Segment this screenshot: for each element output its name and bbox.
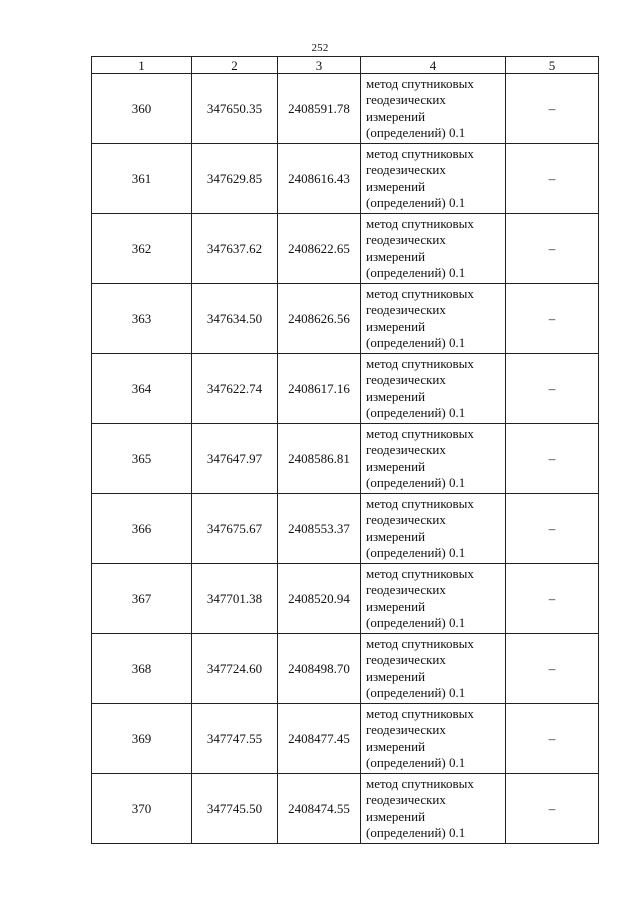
- method-line: измерений: [366, 248, 426, 264]
- table-header: [92, 57, 599, 74]
- method-line: метод спутниковых: [366, 145, 474, 161]
- method-cell: [361, 424, 506, 494]
- note-cell: –: [506, 634, 599, 704]
- method-line: (определений) 0.1: [366, 335, 466, 350]
- x-coordinate-cell: 347647.97: [192, 424, 278, 494]
- column-header-4: 4: [361, 57, 506, 74]
- method-line: измерений: [366, 178, 426, 194]
- note-cell: –: [506, 74, 599, 144]
- note-cell: –: [506, 284, 599, 354]
- method-line: метод спутниковых: [366, 635, 474, 651]
- method-line: измерений: [366, 598, 426, 614]
- method-line: геодезических: [366, 442, 446, 457]
- point-number-cell: 369: [92, 704, 192, 774]
- method-line: (определений) 0.1: [366, 685, 466, 700]
- coordinates-table: [91, 56, 599, 844]
- table-row: [92, 564, 599, 634]
- x-coordinate-cell: 347745.50: [192, 774, 278, 844]
- point-number-cell: 370: [92, 774, 192, 844]
- method-line: измерений: [366, 388, 426, 404]
- method-line: измерений: [366, 318, 426, 334]
- note-cell: –: [506, 144, 599, 214]
- column-header-2: 2: [192, 57, 278, 74]
- method-line: метод спутниковых: [366, 565, 474, 581]
- column-header-1: 1: [92, 57, 192, 74]
- note-cell: –: [506, 704, 599, 774]
- y-coordinate-cell: 2408626.56: [278, 284, 361, 354]
- point-number-cell: 360: [92, 74, 192, 144]
- method-line: геодезических: [366, 792, 446, 807]
- x-coordinate-cell: 347622.74: [192, 354, 278, 424]
- point-number-cell: 364: [92, 354, 192, 424]
- y-coordinate-cell: 2408520.94: [278, 564, 361, 634]
- method-cell: [361, 564, 506, 634]
- method-cell: [361, 354, 506, 424]
- x-coordinate-cell: 347675.67: [192, 494, 278, 564]
- y-coordinate-cell: 2408586.81: [278, 424, 361, 494]
- method-cell: [361, 704, 506, 774]
- y-coordinate-cell: 2408622.65: [278, 214, 361, 284]
- note-cell: –: [506, 564, 599, 634]
- note-cell: –: [506, 424, 599, 494]
- method-line: метод спутниковых: [366, 215, 474, 231]
- y-coordinate-cell: 2408617.16: [278, 354, 361, 424]
- method-line: (определений) 0.1: [366, 405, 466, 420]
- point-number-cell: 366: [92, 494, 192, 564]
- table-row: [92, 774, 599, 844]
- y-coordinate-cell: 2408553.37: [278, 494, 361, 564]
- method-line: геодезических: [366, 302, 446, 317]
- method-line: измерений: [366, 108, 426, 124]
- method-line: (определений) 0.1: [366, 125, 466, 140]
- method-line: геодезических: [366, 232, 446, 247]
- point-number-cell: 363: [92, 284, 192, 354]
- table-row: [92, 354, 599, 424]
- table-body: [92, 74, 599, 844]
- method-cell: [361, 74, 506, 144]
- x-coordinate-cell: 347701.38: [192, 564, 278, 634]
- x-coordinate-cell: 347637.62: [192, 214, 278, 284]
- note-cell: –: [506, 354, 599, 424]
- method-line: (определений) 0.1: [366, 615, 466, 630]
- method-line: (определений) 0.1: [366, 545, 466, 560]
- method-line: измерений: [366, 458, 426, 474]
- column-header-3: 3: [278, 57, 361, 74]
- method-cell: [361, 634, 506, 704]
- method-cell: [361, 284, 506, 354]
- note-cell: –: [506, 774, 599, 844]
- method-cell: [361, 214, 506, 284]
- point-number-cell: 362: [92, 214, 192, 284]
- y-coordinate-cell: 2408616.43: [278, 144, 361, 214]
- method-line: метод спутниковых: [366, 285, 474, 301]
- table-row: [92, 704, 599, 774]
- method-line: метод спутниковых: [366, 495, 474, 511]
- x-coordinate-cell: 347650.35: [192, 74, 278, 144]
- y-coordinate-cell: 2408477.45: [278, 704, 361, 774]
- method-cell: [361, 144, 506, 214]
- page-number: 252: [311, 42, 329, 54]
- table-row: [92, 144, 599, 214]
- table-row: [92, 284, 599, 354]
- method-line: метод спутниковых: [366, 705, 474, 721]
- note-cell: –: [506, 214, 599, 284]
- method-line: геодезических: [366, 722, 446, 737]
- note-cell: –: [506, 494, 599, 564]
- method-line: геодезических: [366, 372, 446, 387]
- method-line: метод спутниковых: [366, 425, 474, 441]
- method-line: метод спутниковых: [366, 355, 474, 371]
- method-line: метод спутниковых: [366, 775, 474, 791]
- y-coordinate-cell: 2408474.55: [278, 774, 361, 844]
- method-line: измерений: [366, 668, 426, 684]
- x-coordinate-cell: 347634.50: [192, 284, 278, 354]
- method-line: геодезических: [366, 92, 446, 107]
- method-line: геодезических: [366, 652, 446, 667]
- method-line: измерений: [366, 738, 426, 754]
- x-coordinate-cell: 347747.55: [192, 704, 278, 774]
- method-line: метод спутниковых: [366, 75, 474, 91]
- method-line: (определений) 0.1: [366, 195, 466, 210]
- x-coordinate-cell: 347629.85: [192, 144, 278, 214]
- method-line: (определений) 0.1: [366, 475, 466, 490]
- point-number-cell: 365: [92, 424, 192, 494]
- method-cell: [361, 774, 506, 844]
- table-row: [92, 74, 599, 144]
- table-row: [92, 424, 599, 494]
- header-row: [92, 57, 599, 74]
- method-line: измерений: [366, 528, 426, 544]
- table-row: [92, 214, 599, 284]
- method-line: (определений) 0.1: [366, 265, 466, 280]
- x-coordinate-cell: 347724.60: [192, 634, 278, 704]
- method-line: (определений) 0.1: [366, 755, 466, 770]
- method-line: геодезических: [366, 582, 446, 597]
- method-line: (определений) 0.1: [366, 825, 466, 840]
- point-number-cell: 368: [92, 634, 192, 704]
- method-line: геодезических: [366, 512, 446, 527]
- method-line: измерений: [366, 808, 426, 824]
- point-number-cell: 367: [92, 564, 192, 634]
- y-coordinate-cell: 2408591.78: [278, 74, 361, 144]
- point-number-cell: 361: [92, 144, 192, 214]
- table-row: [92, 494, 599, 564]
- column-header-5: 5: [506, 57, 599, 74]
- method-line: геодезических: [366, 162, 446, 177]
- method-cell: [361, 494, 506, 564]
- table-row: [92, 634, 599, 704]
- y-coordinate-cell: 2408498.70: [278, 634, 361, 704]
